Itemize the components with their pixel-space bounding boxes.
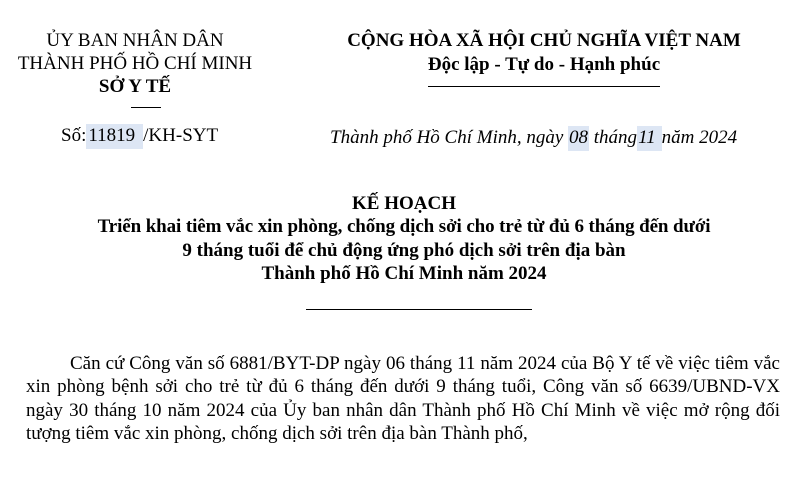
issuing-authority-line1: ỦY BAN NHÂN DÂN xyxy=(46,30,224,51)
body-paragraph-text: Căn cứ Công văn số 6881/BYT-DP ngày 06 tháng 11 năm 2024 của Bộ Y tế về việc tiêm vắc xin phòng bệnh sởi cho trẻ từ đủ 6 tháng đến dưới 9 tháng tuổi, Công văn số 6639/UBND-VX ngày 30 tháng 10 năm 2024 của Ủy ban nhân dân Thành phố Hồ Chí Minh về việc mở rộng đối tượng tiêm vắc xin phòng, chống dịch sởi trên địa bàn Thành phố, xyxy=(26,353,780,445)
document-number xyxy=(61,125,218,147)
document-date xyxy=(330,127,737,149)
issuing-authority-line2: THÀNH PHỐ HỒ CHÍ MINH xyxy=(17,53,253,74)
date-month-label: tháng xyxy=(589,127,638,148)
title-underline xyxy=(306,309,532,310)
date-place: Thành phố Hồ Chí Minh, ngày xyxy=(330,127,569,148)
plan-heading: KẾ HOẠCH xyxy=(352,193,456,214)
document-number-prefix: Số: xyxy=(61,125,87,146)
right-header-rule xyxy=(428,86,660,87)
plan-title-line2: 9 tháng tuổi để chủ động ứng phó dịch sởi trên địa bàn xyxy=(182,240,626,261)
plan-title-line1: Triển khai tiêm vắc xin phòng, chống dịch sởi cho trẻ từ đủ 6 tháng đến dưới xyxy=(97,216,711,237)
date-day: 08 xyxy=(568,126,589,151)
national-motto: Độc lập - Tự do - Hạnh phúc xyxy=(427,54,661,75)
national-title: CỘNG HÒA XÃ HỘI CHỦ NGHĨA VIỆT NAM xyxy=(347,30,741,51)
body-paragraph xyxy=(26,352,780,446)
document-number-suffix: /KH-SYT xyxy=(143,125,219,146)
document-number-value: 11819 xyxy=(86,124,143,149)
plan-title-line3: Thành phố Hồ Chí Minh năm 2024 xyxy=(261,263,547,284)
date-year: năm 2024 xyxy=(661,127,738,148)
left-header-rule xyxy=(131,107,161,108)
issuing-department: SỞ Y TẾ xyxy=(98,76,172,97)
date-month: 11 xyxy=(637,126,662,151)
